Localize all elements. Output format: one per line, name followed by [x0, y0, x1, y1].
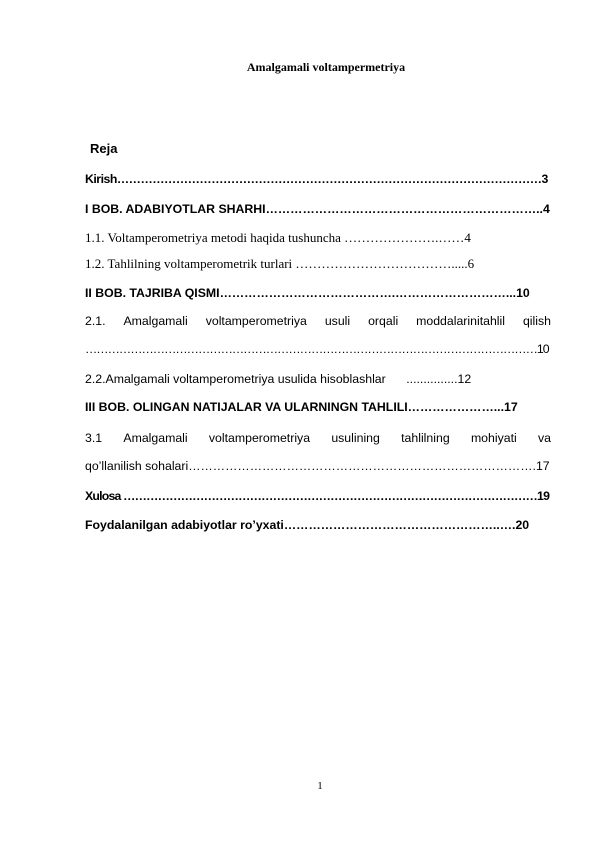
plan-heading: Reja: [90, 141, 118, 156]
document-title: Amalgamali voltampermetriya: [246, 60, 406, 74]
toc-word: voltamperometriya: [205, 314, 307, 328]
toc-entry-chapter-1: I BOB. ADABIYOTLAR SHARHI…………………………………………………………..4: [85, 202, 550, 216]
toc-word: voltamperometriya: [208, 431, 311, 445]
toc-entry-section-1-2: 1.2. Tahlilning voltamperometrik turlari ……………………………….....6: [85, 256, 475, 271]
toc-entry-section-2-2: 2.2.Amalgamali voltamperometriya usulida hisoblashlar ...............12: [85, 372, 472, 386]
toc-word: 3.1: [85, 431, 103, 445]
toc-word: tahlilning: [401, 431, 450, 445]
toc-word: mohiyati: [470, 431, 517, 445]
toc-word: qilish: [522, 314, 551, 328]
toc-word: usulining: [331, 431, 380, 445]
toc-word: Amalgamali: [123, 314, 188, 328]
toc-entry-section-3-1-line-2: qo’llanilish sohalari………………………………………………………………………….17: [85, 459, 550, 473]
toc-entry-references: Foydalanilgan adabiyotlar ro’yxati……………………………………………..….20: [85, 518, 530, 532]
page-number: 1: [317, 780, 323, 792]
toc-entry-section-3-1-line-1: [85, 430, 551, 446]
toc-entry-chapter-3: III BOB. OLINGAN NATIJALAR VA ULARNINGN TAHLILI…………………...17: [85, 400, 518, 414]
toc-word: moddalarinitahlil: [416, 314, 505, 328]
toc-entry-conclusion: Xulosa ………………………………………………………………………………………………19: [85, 489, 550, 503]
toc-word: 2.1.: [85, 314, 106, 328]
toc-entry-section-2-1-line-2: …………………………………………………………………………………………………………10: [85, 342, 549, 356]
toc-entry-chapter-2: II BOB. TAJRIBA QISMI…………………………………….………………………...10: [85, 286, 530, 300]
toc-entry-section-2-1-line-1: [85, 313, 551, 329]
toc-entry-introduction: Kirish………………………………………………………………………………………………3: [85, 172, 548, 186]
toc-word: va: [538, 431, 551, 445]
toc-word: Amalgamali: [123, 431, 188, 445]
toc-word: orqali: [368, 314, 399, 328]
toc-entry-section-1-1: 1.1. Voltamperometriya metodi haqida tushuncha ………………….……4: [85, 230, 471, 245]
toc-word: usuli: [324, 314, 351, 328]
